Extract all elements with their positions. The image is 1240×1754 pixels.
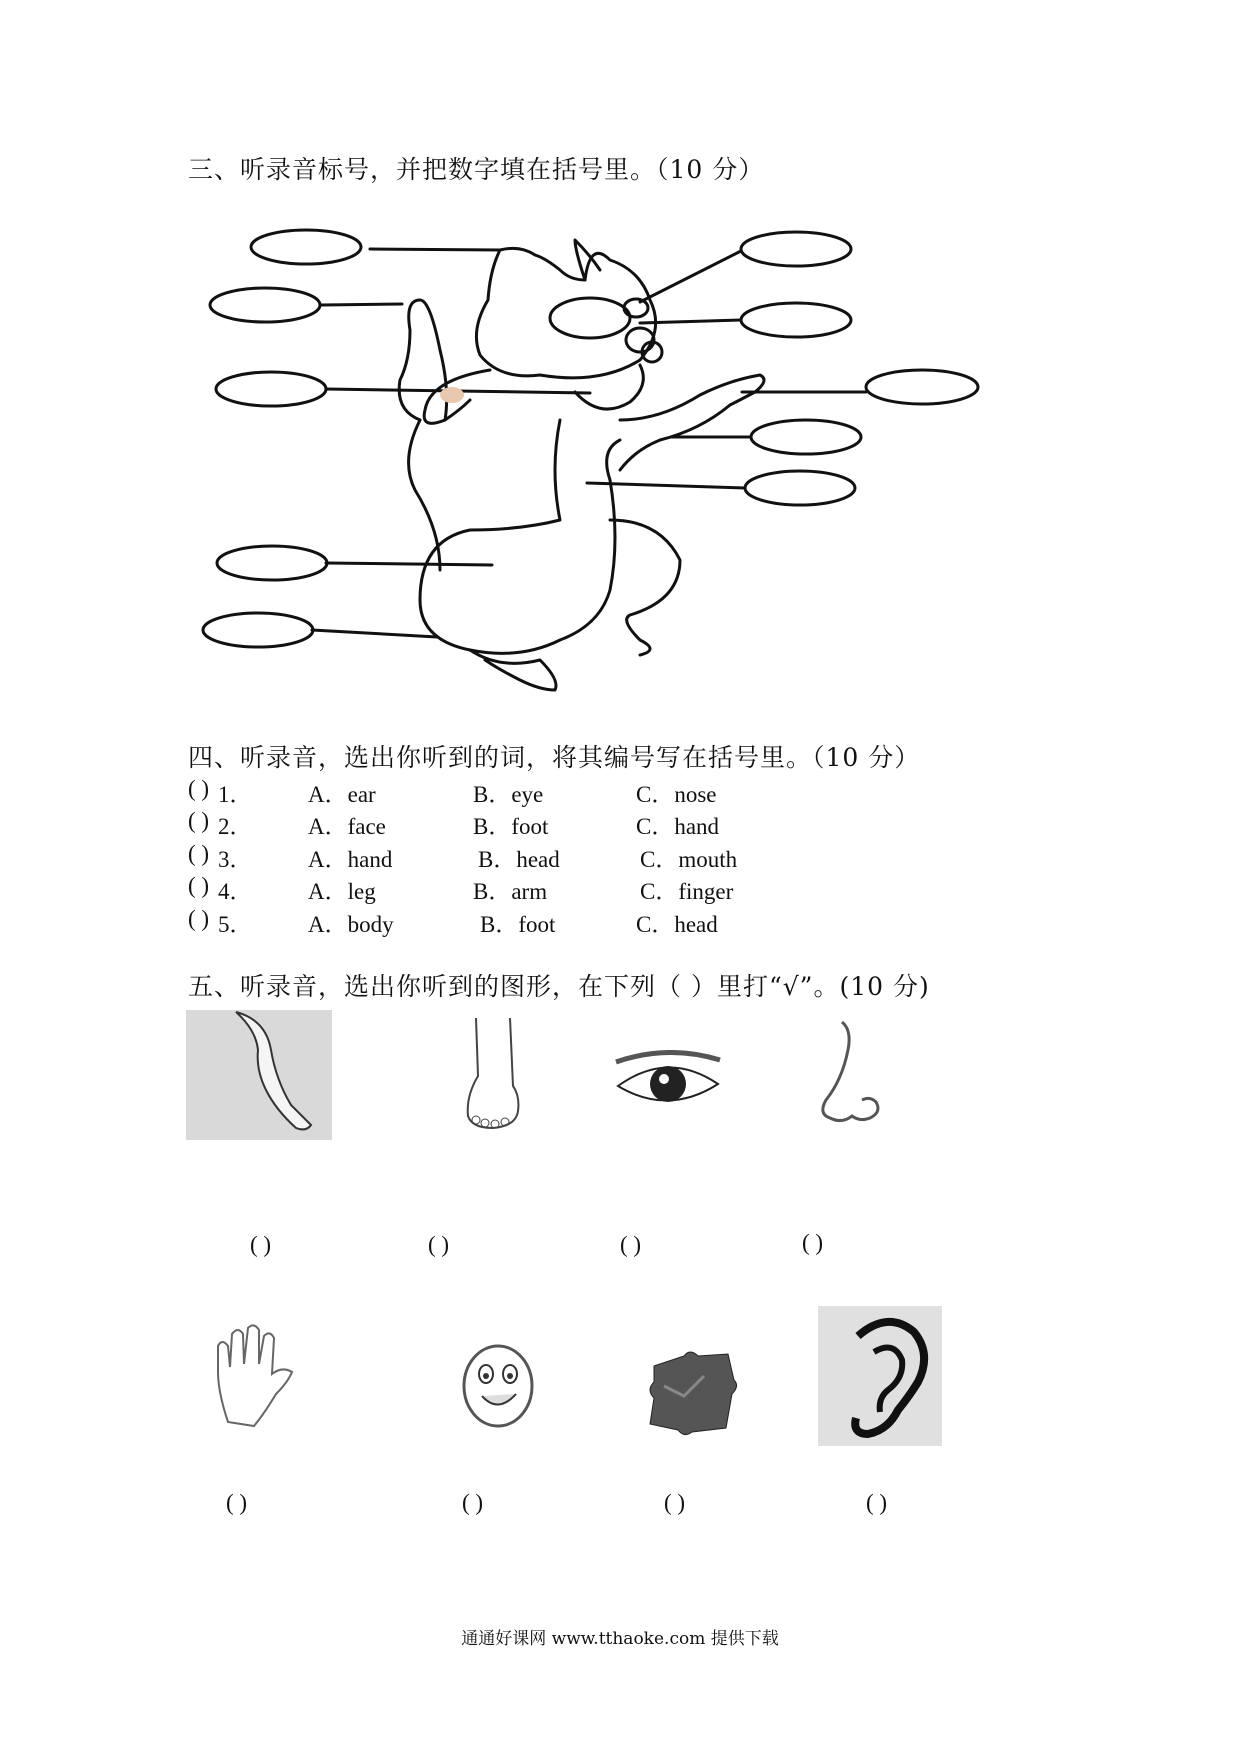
question-number: 4． (218, 879, 253, 904)
puzzle-icon (644, 1346, 740, 1436)
option-c: C．finger (640, 879, 734, 904)
label-oval-leg (745, 471, 855, 505)
question-row (188, 808, 888, 838)
question-row (188, 841, 888, 871)
option-a: A．ear (308, 782, 376, 807)
answer-paren[interactable]: ( ) (226, 1490, 248, 1515)
question-row (188, 776, 888, 806)
arm-icon (186, 1010, 332, 1140)
answer-paren[interactable]: ( ) (188, 873, 210, 898)
nose-icon (812, 1020, 886, 1126)
face-icon (458, 1340, 538, 1430)
option-c: C．mouth (640, 847, 738, 872)
footer-credit: 通通好课网 www.tthaoke.com 提供下载 (461, 1629, 779, 1649)
option-b: B．eye (473, 782, 544, 807)
cat-left-arm (399, 300, 490, 423)
answer-paren[interactable]: ( ) (866, 1490, 888, 1515)
label-oval-finger (210, 288, 320, 322)
option-c: C．hand (636, 814, 720, 839)
foot-icon (458, 1016, 530, 1132)
label-oval-mouth (216, 372, 326, 406)
label-oval-hand (866, 370, 978, 404)
label-oval-head (251, 230, 361, 264)
question-row (188, 873, 888, 903)
option-b: B．arm (473, 879, 548, 904)
label-oval-eye (741, 232, 851, 266)
option-b: B．head (478, 847, 560, 872)
answer-paren[interactable]: ( ) (188, 776, 210, 801)
label-oval-arm (751, 420, 861, 454)
answer-paren[interactable]: ( ) (250, 1232, 272, 1257)
answer-paren[interactable]: ( ) (188, 841, 210, 866)
label-oval-nose (741, 303, 851, 337)
option-a: A．body (308, 912, 394, 937)
answer-paren[interactable]: ( ) (428, 1232, 450, 1257)
option-c: C．head (636, 912, 718, 937)
label-oval-foot (203, 613, 313, 647)
option-a: A．face (308, 814, 386, 839)
cat-foot (470, 650, 556, 690)
cat-right-arm (620, 375, 764, 470)
option-b: B．foot (473, 814, 549, 839)
ear-icon (818, 1306, 942, 1446)
question-row (188, 906, 888, 936)
question-number: 1． (218, 782, 253, 807)
option-a: A．hand (308, 847, 393, 872)
hand-icon (210, 1322, 300, 1432)
section-5-title: 五、听录音，选出你听到的图形，在下列（ ）里打“√”。(10 分) (188, 972, 930, 1001)
answer-paren[interactable]: ( ) (802, 1230, 824, 1255)
question-number: 3． (218, 847, 253, 872)
cat-head (476, 248, 655, 378)
question-number: 2． (218, 814, 253, 839)
answer-paren[interactable]: ( ) (462, 1490, 484, 1515)
answer-paren[interactable]: ( ) (188, 906, 210, 931)
answer-paren[interactable]: ( ) (188, 808, 210, 833)
answer-paren[interactable]: ( ) (620, 1232, 642, 1257)
cat-body (420, 420, 620, 653)
answer-paren[interactable]: ( ) (664, 1490, 686, 1515)
section-3-title: 三、听录音标号，并把数字填在括号里。（10 分） (188, 155, 765, 184)
label-oval-body (217, 546, 327, 580)
section-4-title: 四、听录音，选出你听到的词，将其编号写在括号里。（10 分） (188, 743, 921, 772)
option-a: A．leg (308, 879, 376, 904)
option-c: C．nose (636, 782, 717, 807)
question-number: 5． (218, 912, 253, 937)
option-b: B．foot (480, 912, 556, 937)
eye-icon (612, 1050, 724, 1112)
